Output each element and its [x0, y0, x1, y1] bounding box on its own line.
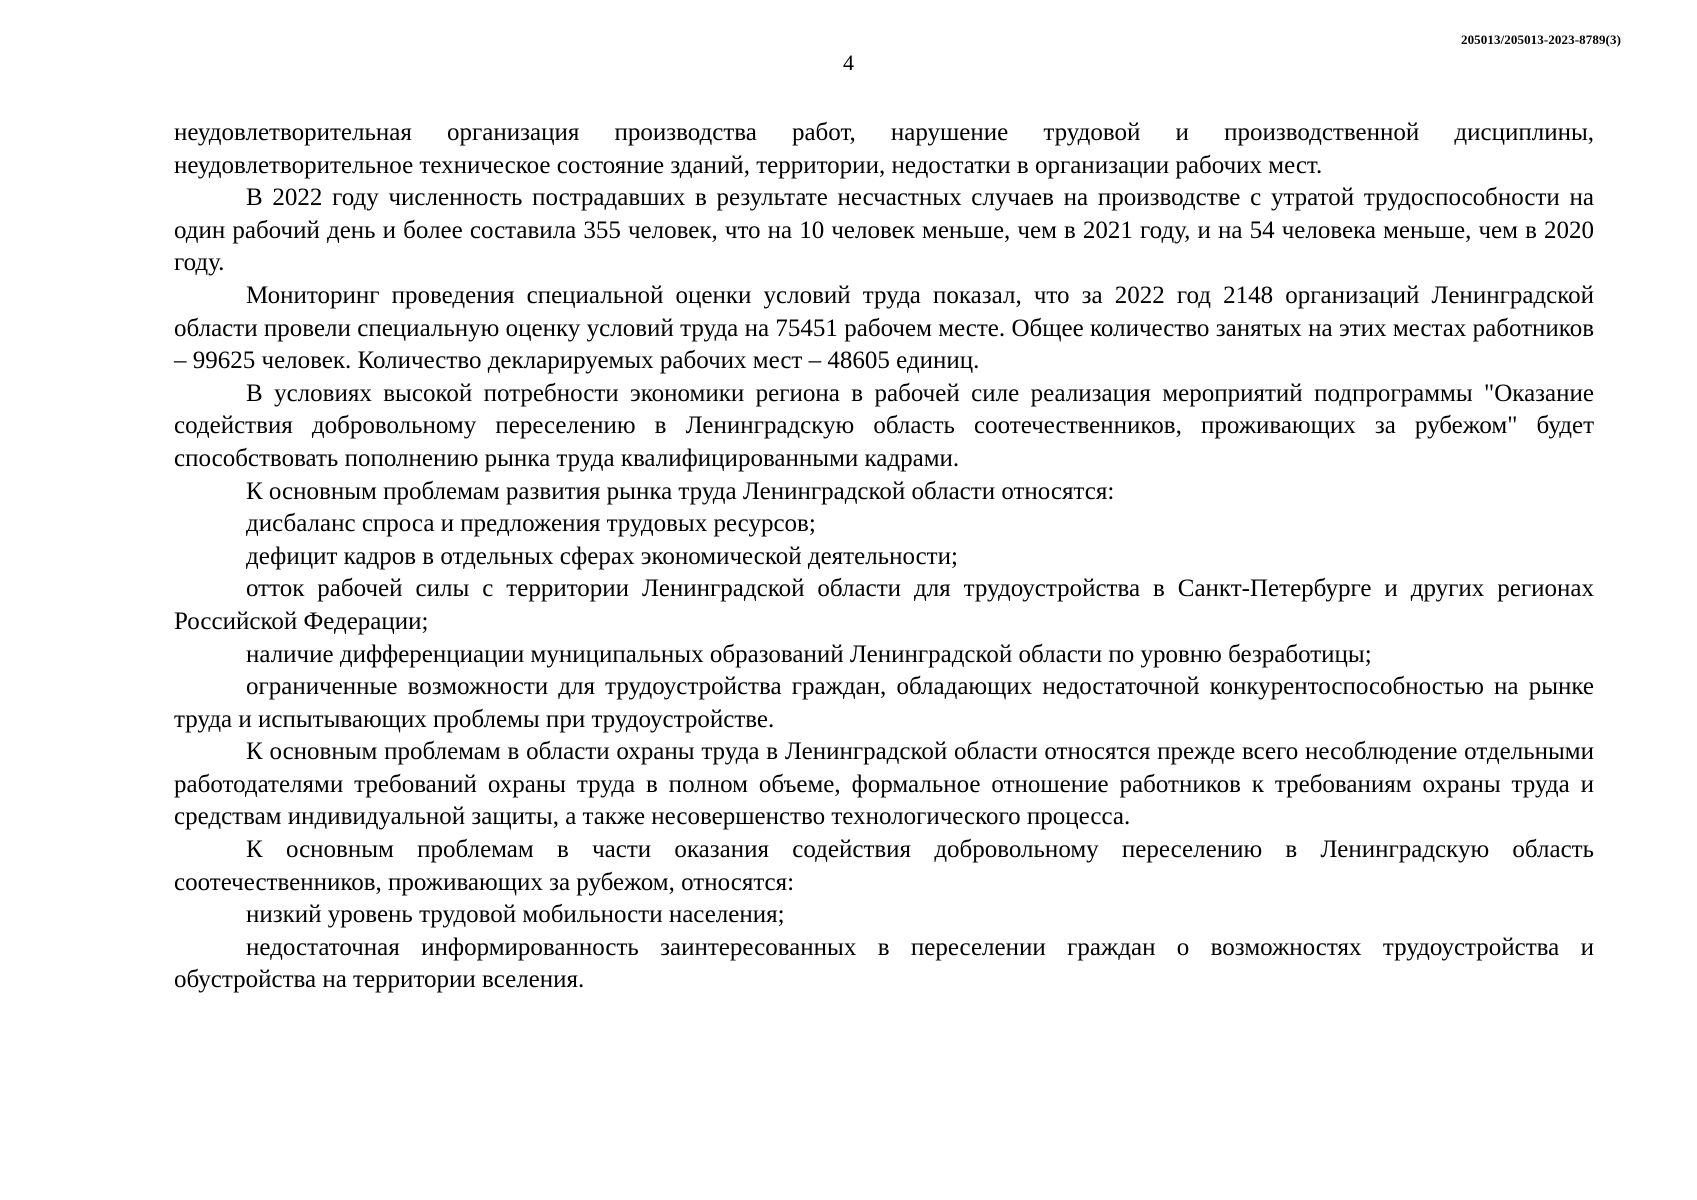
paragraph: Мониторинг проведения специальной оценки условий труда показал, что за 2022 год 2148 организаций Ленинградской области провели специальную оценку условий труда на 75451 рабочем месте. Общее количество занятых на этих местах работников – 99625 человек. Количество декларируемых рабочих мест – 48605 единиц. [174, 281, 1594, 375]
page-number: 4 [843, 50, 854, 75]
document-id: 205013/205013-2023-8789(3) [1460, 32, 1621, 47]
paragraph: К основным проблемам в области охраны труда в Ленинградской области относятся прежде всего несоблюдение отдельными работодателями требований охраны труда в полном объеме, формальное отношение работников к требованиям охраны труда и средствам индивидуальной защиты, а также несовершенство технологического процесса. [174, 738, 1594, 831]
list-item: отток рабочей силы с территории Ленинградской области для трудоустройства в Санкт-Петербурге и других регионах Российской Федерации; [174, 575, 1594, 635]
paragraph: К основным проблемам в части оказания содействия добровольному переселению в Ленинградскую область соотечественников, проживающих за рубежом, относятся: [174, 836, 1594, 896]
list-item: низкий уровень трудовой мобильности населения; [246, 901, 785, 929]
list-item: дефицит кадров в отдельных сферах экономической деятельности; [246, 542, 958, 570]
paragraph: В условиях высокой потребности экономики региона в рабочей силе реализация мероприятий подпрограммы "Оказание содействия добровольному переселению в Ленинградскую область соотечественников, проживающих за рубежом" будет способствовать пополнению рынка труда квалифицированными кадрами. [174, 379, 1594, 472]
paragraph: К основным проблемам развития рынка труда Ленинградской области относятся: [246, 477, 1115, 505]
list-item: наличие дифференциации муниципальных образований Ленинградской области по уровню безработицы; [246, 640, 1372, 668]
paragraph: неудовлетворительная организация производства работ, нарушение трудовой и производственной дисциплины, неудовлетворительное техническое состояние зданий, территории, недостатки в организации рабочих мест. [174, 119, 1594, 179]
list-item: дисбаланс спроса и предложения трудовых ресурсов; [246, 510, 816, 538]
list-item: ограниченные возможности для трудоустройства граждан, обладающих недостаточной конкурентоспособностью на рынке труда и испытывающих проблемы при трудоустройстве. [174, 673, 1594, 733]
paragraph: В 2022 году численность пострадавших в результате несчастных случаев на производстве с утратой трудоспособности на один рабочий день и более составила 355 человек, что на 10 человек меньше, чем в 2021 году, и на 54 человека меньше, чем в 2020 году. [174, 184, 1594, 277]
list-item: недостаточная информированность заинтересованных в переселении граждан о возможностях трудоустройства и обустройства на территории вселения. [174, 933, 1594, 994]
document-body [174, 117, 1594, 997]
